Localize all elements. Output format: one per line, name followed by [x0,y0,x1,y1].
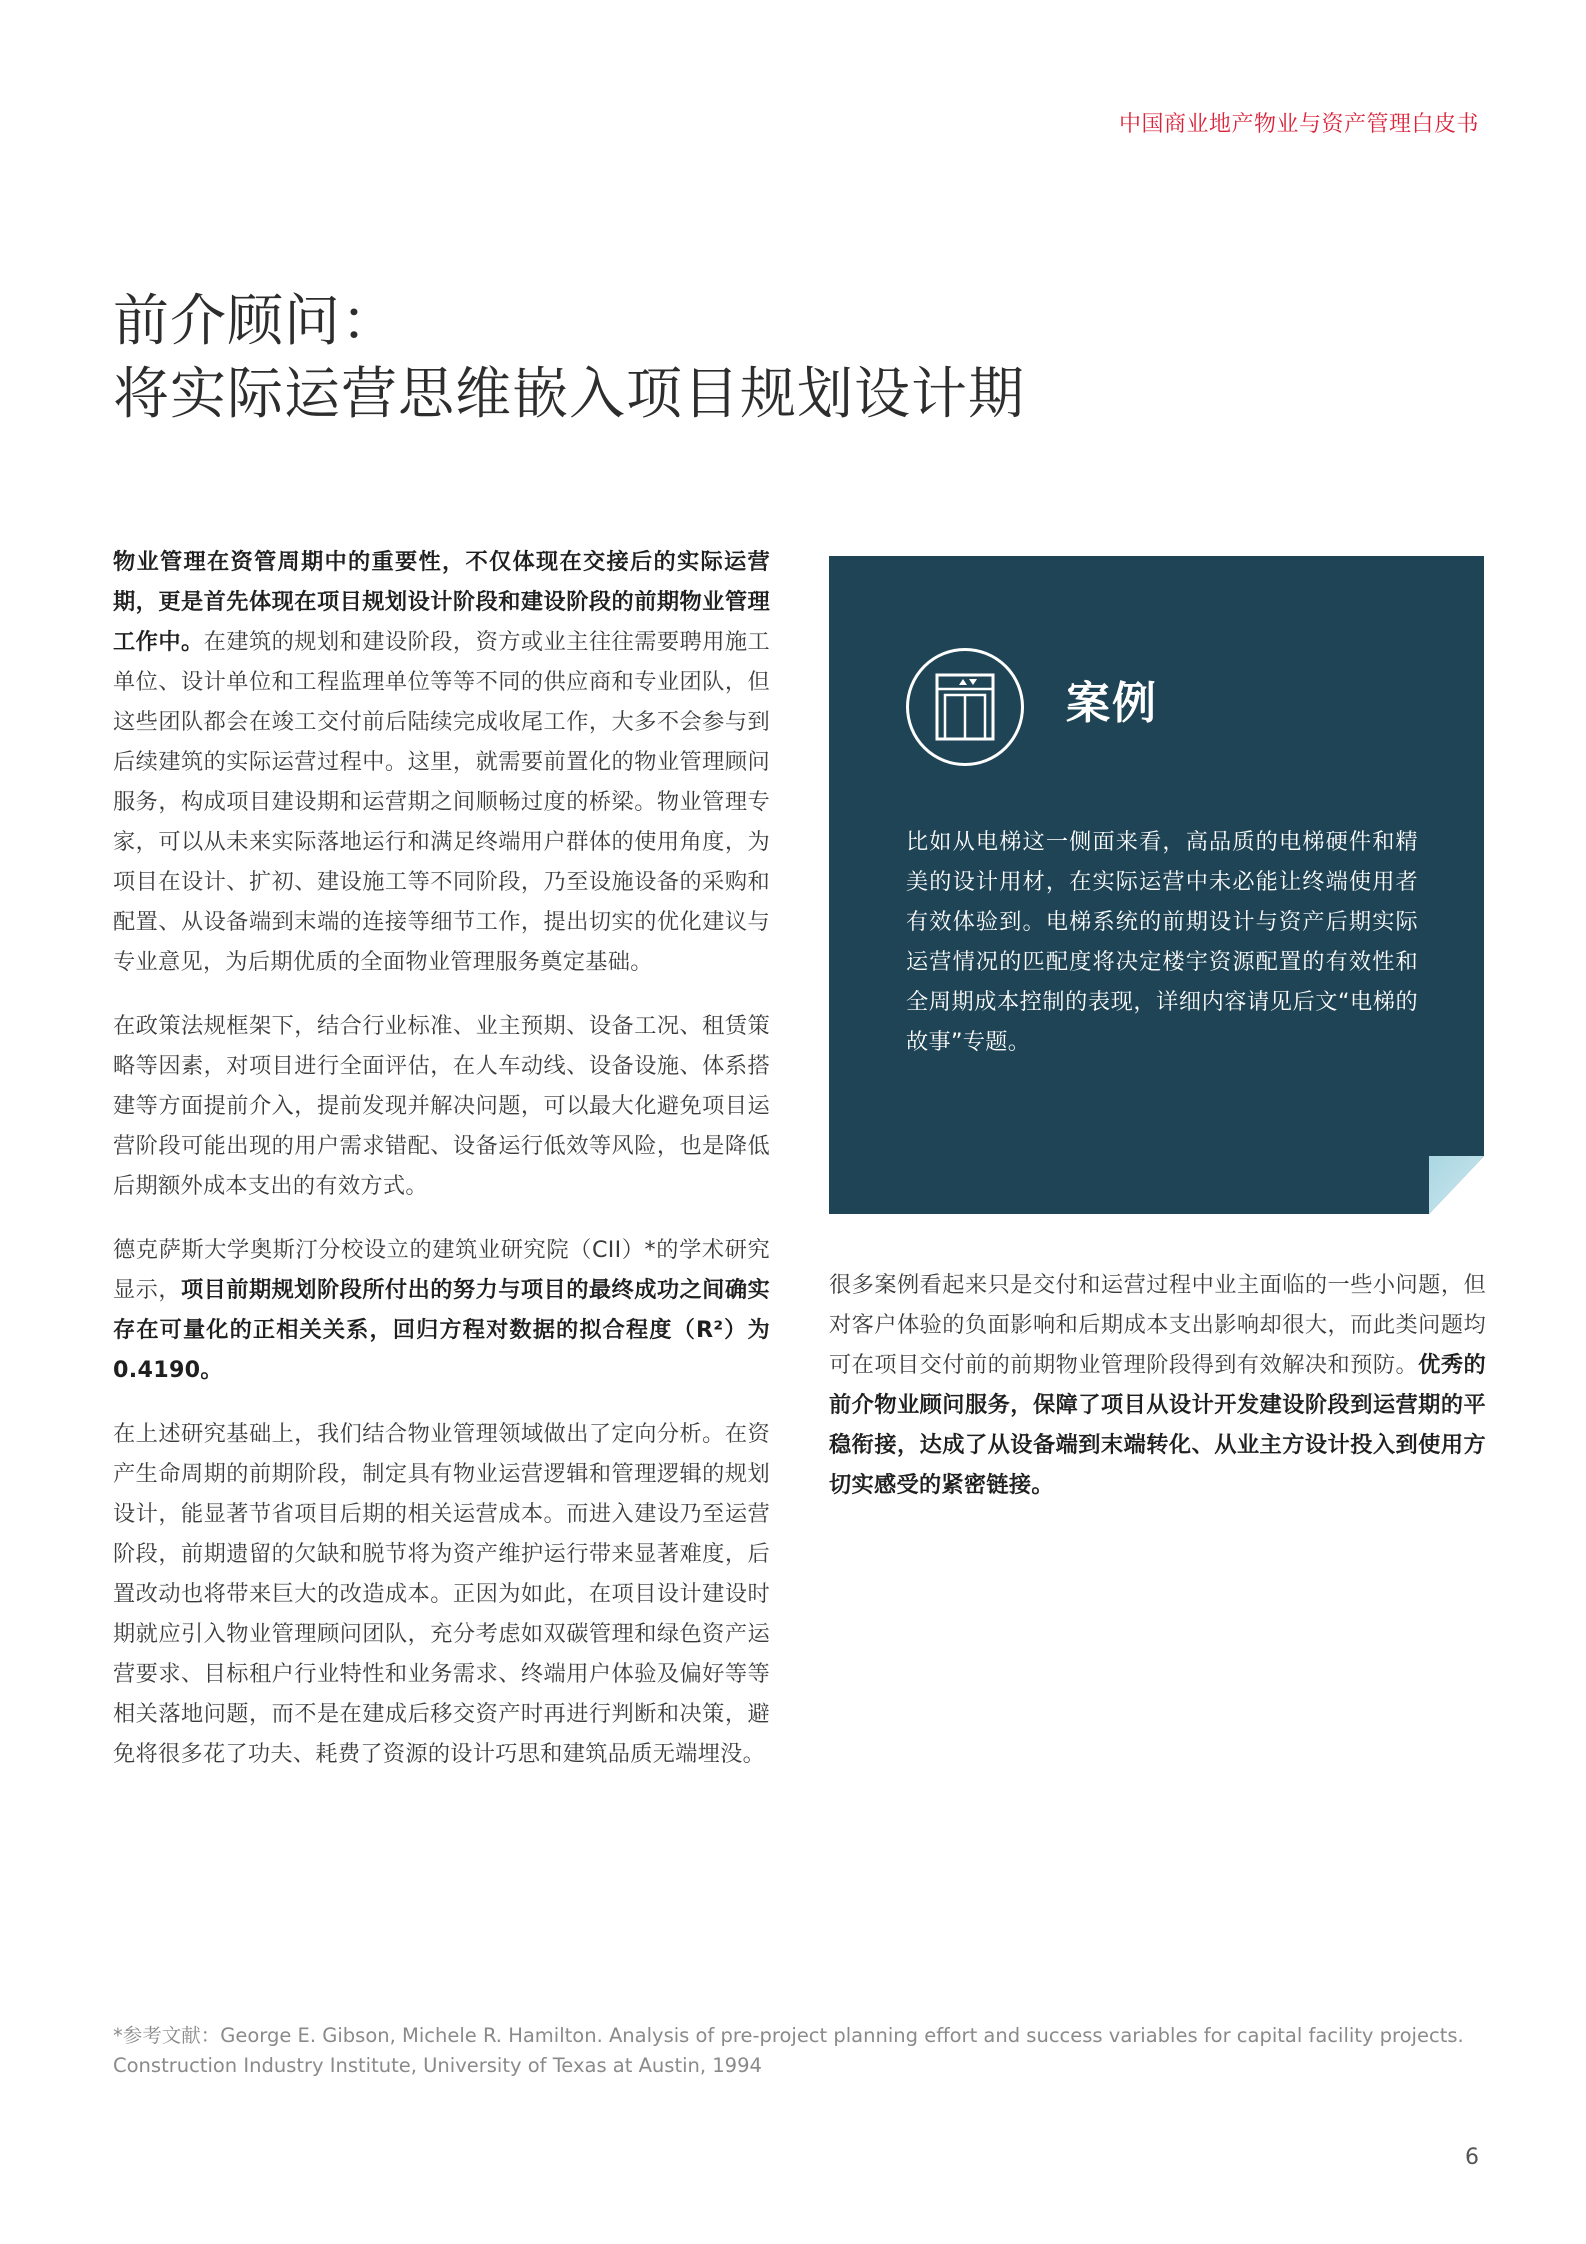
page-title-line1: 前介顾问： [113,289,398,354]
paragraph-4: 在上述研究基础上，我们结合物业管理领域做出了定向分析。在资产生命周期的前期阶段，制定具有物业运营逻辑和管理逻辑的规划设计，能显著节省项目后期的相关运营成本。而进入建设乃至运营阶段，前期遗留的欠缺和脱节将为资产维护运行带来显著难度，后置改动也将带来巨大的改造成本。正因为如此，在项目设计建设时期就应引入物业管理顾问团队，充分考虑如双碳管理和绿色资产运营要求、目标租户行业特性和业务需求、终端用户体验及偏好等等相关落地问题，而不是在建成后移交资产时再进行判断和决策，避免将很多花了功夫、耗费了资源的设计巧思和建筑品质无端埋没。 [113,1421,770,1767]
right-column-text: 很多案例看起来只是交付和运营过程中业主面临的一些小问题，但对客户体验的负面影响和后期成本支出影响却很大，而此类问题均可在项目交付前的前期物业管理阶段得到有效解决和预防。 [829,1272,1486,1378]
paragraph-1-bold: 物业管理在资管周期中的重要性，不仅体现在交接后的实际运营期，更是首先体现在项目规划设计阶段和建设阶段的前期物业管理工作中。 [113,549,770,655]
paragraph-2: 在政策法规框架下，结合行业标准、业主预期、设备工况、租赁策略等因素，对项目进行全面评估，在人车动线、设备设施、体系搭建等方面提前介入，提前发现并解决问题，可以最大化避免项目运营阶段可能出现的用户需求错配、设备运行低效等风险，也是降低后期额外成本支出的有效方式。 [113,1013,770,1199]
right-column-bold: 优秀的前介物业顾问服务，保障了项目从设计开发建设阶段到运营期的平稳衔接，达成了从设备端到末端转化、从业主方设计投入到使用方切实感受的紧密链接。 [829,1352,1486,1498]
paragraph-3-bold: 项目前期规划阶段所付出的努力与项目的最终成功之间确实存在可量化的正相关关系，回归方程对数据的拟合程度（R²）为0.4190。 [113,1277,770,1383]
elevator-icon [906,648,1024,766]
case-text: 比如从电梯这一侧面来看，高品质的电梯硬件和精美的设计用材，在实际运营中未必能让终端使用者有效体验到。电梯系统的前期设计与资产后期实际运营情况的匹配度将决定楼宇资源配置的有效性和全周期成本控制的表现，详细内容请见后文“电梯的故事”专题。 [906,829,1418,1055]
page-title-line2: 将实际运营思维嵌入项目规划设计期 [113,362,1025,427]
left-column [113,542,770,1798]
case-label: 案例 [1066,678,1158,729]
paragraph-1-text: 在建筑的规划和建设阶段，资方或业主往往需要聘用施工单位、设计单位和工程监理单位等等不同的供应商和专业团队，但这些团队都会在竣工交付前后陆续完成收尾工作，大多不会参与到后续建筑的实际运营过程中。这里，就需要前置化的物业管理顾问服务，构成项目建设期和运营期之间顺畅过度的桥梁。物业管理专家，可以从未来实际落地运行和满足终端用户群体的使用角度，为项目在设计、扩初、建设施工等不同阶段，乃至设施设备的采购和配置、从设备端到末端的连接等细节工作，提出切实的优化建议与专业意见，为后期优质的全面物业管理服务奠定基础。 [113,629,771,975]
page-number: 6 [1465,2145,1479,2170]
paragraph-3-text: 德克萨斯大学奥斯汀分校设立的建筑业研究院（CII）*的学术研究显示， [113,1237,770,1303]
paragraph-1 [113,542,770,982]
case-box-page-fold [1429,1156,1484,1214]
paragraph-3 [113,1230,770,1390]
footnote: *参考文献：George E. Gibson, Michele R. Hamilton. Analysis of pre-project planning effort and success variables for capital facility projects. Construction Industry Institute, University of Texas at Austin, 1994 [113,2024,1464,2077]
page-title [113,285,1213,431]
header-title: 中国商业地产物业与资产管理白皮书 [1118,112,1479,137]
right-column [829,1265,1486,1505]
